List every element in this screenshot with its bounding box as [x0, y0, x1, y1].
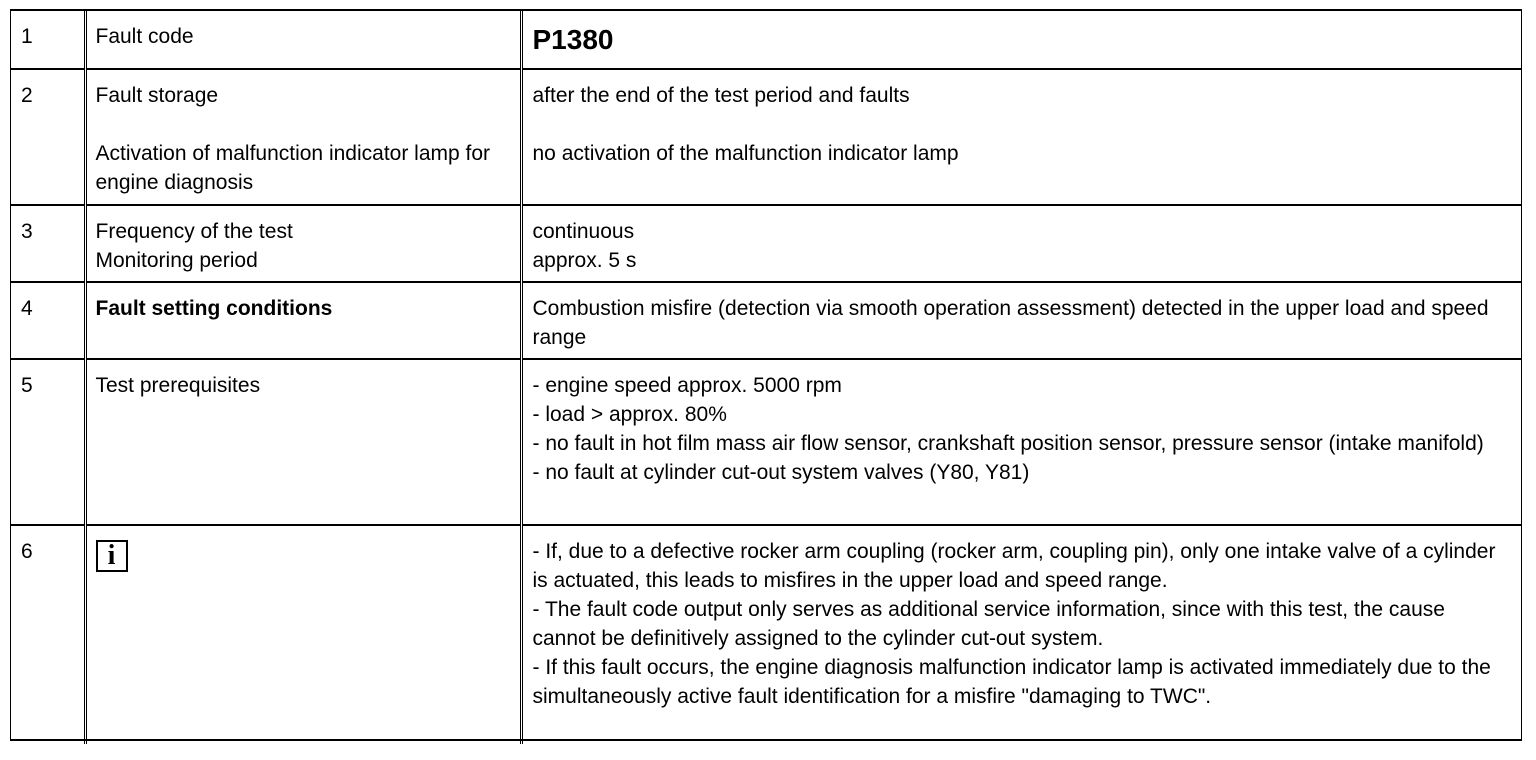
table-row: [11, 525, 1521, 744]
row-value: Combustion misfire (detection via smooth operation assessment) detected in the upper load and speed range: [521, 282, 1521, 359]
prerequisite-item: - load > approx. 80%: [532, 403, 727, 426]
row-number: 6: [11, 525, 85, 744]
row-number: 4: [11, 282, 85, 359]
row-label: Frequency of the test: [95, 220, 293, 243]
row-label-cell: [85, 525, 521, 744]
table-row: [11, 359, 1521, 525]
row-number: 5: [11, 359, 85, 525]
prerequisite-item: - no fault in hot film mass air flow sensor, crankshaft position sensor, pressure sensor (intake manifold): [532, 432, 1484, 455]
row-label: Test prerequisites: [85, 359, 521, 525]
row-value-cell: [521, 359, 1521, 525]
fault-code: P1380: [532, 24, 614, 55]
row-label-cell: [85, 69, 521, 205]
row-value: continuous: [532, 220, 635, 243]
row-label-cell: [85, 205, 521, 282]
note-item: - The fault code output only serves as additional service information, since with this test, the cause cannot be definitively assigned to the cylinder cut-out system.: [532, 598, 1445, 650]
fault-table-sheet: [10, 9, 1522, 741]
row-value-cell: [521, 525, 1521, 744]
row-value: approx. 5 s: [532, 249, 637, 272]
row-value-cell: [521, 11, 1521, 69]
row-label: Monitoring period: [95, 249, 258, 272]
info-icon: i: [96, 540, 128, 572]
table-row: [11, 69, 1521, 205]
fault-table: [11, 11, 1521, 744]
note-item: - If this fault occurs, the engine diagnosis malfunction indicator lamp is activated immediately due to the simultaneously active fault identification for a misfire "damaging to TWC".: [532, 656, 1491, 708]
table-row: [11, 282, 1521, 359]
row-label: Fault storage: [95, 84, 219, 107]
row-value-cell: [521, 69, 1521, 205]
row-number: 1: [21, 25, 33, 48]
prerequisite-item: - no fault at cylinder cut-out system valves (Y80, Y81): [532, 461, 1030, 484]
note-item: - If, due to a defective rocker arm coupling (rocker arm, coupling pin), only one intake valve of a cylinder is actuated, this leads to misfires in the upper load and speed range.: [532, 540, 1496, 592]
prerequisite-item: - engine speed approx. 5000 rpm: [532, 374, 842, 397]
row-label: Fault code: [85, 11, 521, 69]
row-value: no activation of the malfunction indicator lamp: [532, 142, 959, 165]
row-number: 2: [11, 69, 85, 205]
row-value: after the end of the test period and faults: [532, 84, 910, 107]
row-value-cell: [521, 205, 1521, 282]
row-label: Activation of malfunction indicator lamp for engine diagnosis: [95, 142, 491, 194]
table-row: [11, 11, 1521, 69]
row-label: Fault setting conditions: [85, 282, 521, 359]
table-row: [11, 205, 1521, 282]
row-number: 3: [11, 205, 85, 282]
